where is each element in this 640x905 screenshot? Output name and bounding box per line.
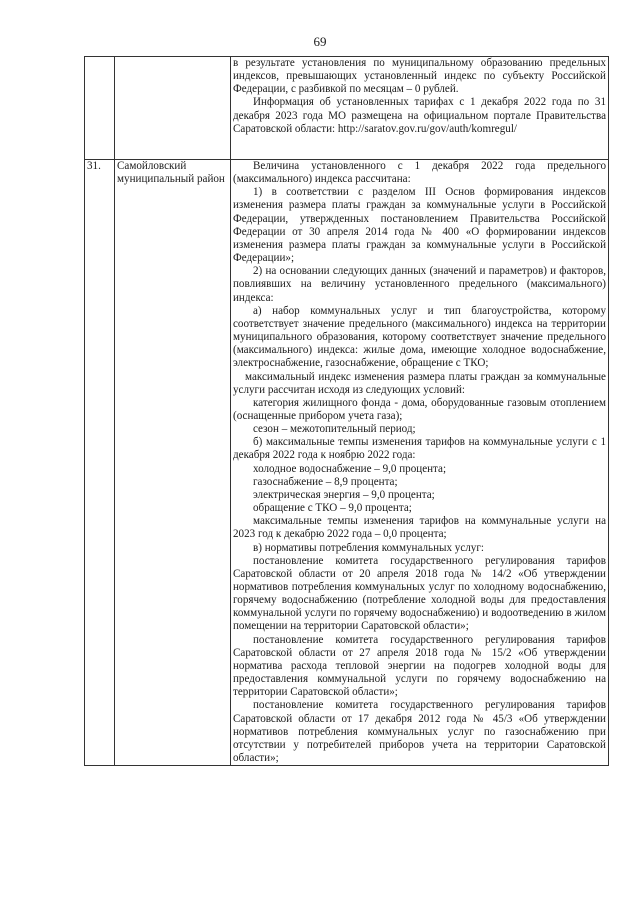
paragraph: электрическая энергия – 9,0 процента;	[253, 488, 435, 501]
paragraph: постановление комитета государственного регулирования тарифов Саратовской области от 17 декабря 2012 года № 45/3 «Об утверждении нормативов потребления коммунальных услуг по газоснабжению при отсутствии у потребителей приборов учета на территории Саратовской области»;	[233, 699, 606, 765]
paragraph: постановление комитета государственного регулирования тарифов Саратовской области от 20 апреля 2018 года № 14/2 «Об утверждении нормативов потребления коммунальных услуг по холодному водоснабжению, горячему водоснабжению (потребление холодной воды для предоставления коммунальной услуги по горячему водоснабжению) и водоотведению в жилом помещении на территории Саратовской области»;	[233, 554, 606, 633]
paragraph: б) максимальные темпы изменения тарифов на коммунальные услуги с 1 декабря 2022 года к ноябрю 2022 года:	[233, 436, 606, 462]
paragraph-url-info: Информация об установленных тарифах с 1 декабря 2022 года по 31 декабря 2023 года МО размещена на официальном портале Правительства Саратовской области: http://saratov.gov.ru/gov/auth/komregul/	[233, 96, 606, 135]
paragraph: газоснабжение – 8,9 процента;	[253, 475, 398, 488]
paragraph: обращение с ТКО – 9,0 процента;	[253, 502, 412, 515]
paragraph: постановление комитета государственного регулирования тарифов Саратовской области от 27 апреля 2018 года № 15/2 «Об утверждении норматива расхода тепловой энергии на подогрев холодной воды для предоставления коммунальной услуги по горячему водоснабжению на территории Саратовской области»;	[233, 633, 606, 699]
municipality-cell: Самойловский муниципальный район	[115, 160, 231, 766]
table-row	[85, 57, 609, 160]
description-cell	[231, 57, 609, 160]
municipality-cell	[115, 57, 231, 160]
paragraph: Величина установленного с 1 декабря 2022 года предельного (максимального) индекса рассчитана:	[233, 160, 606, 186]
paragraph: категория жилищного фонда - дома, оборудованные газовым отоплением (оснащенные прибором учета газа);	[233, 396, 606, 422]
page-number: 69	[313, 34, 327, 49]
row-number-cell	[85, 57, 115, 160]
paragraph: максимальный индекс изменения размера платы граждан за коммунальные услуги рассчитан исходя из следующих условий:	[233, 370, 606, 396]
paragraph: а) набор коммунальных услуг и тип благоустройства, которому соответствует значение предельного (максимального) индекса на территории муниципального образования, которому соответствует значение предельного (максимального) индекса: жилые дома, имеющие холодное водоснабжение, электроснабжение, газоснабжение, обращение с ТКО;	[233, 304, 606, 370]
description-cell	[231, 160, 609, 766]
paragraph: максимальные темпы изменения тарифов на коммунальные услуги на 2023 год к декабрю 2022 года – 0,0 процента;	[233, 515, 606, 541]
paragraph: холодное водоснабжение – 9,0 процента;	[253, 462, 447, 475]
paragraph: в результате установления по муниципальному образованию предельных индексов, превышающих установленный индекс по субъекту Российской Федерации, с разбивкой по месяцам – 0 рублей.	[233, 57, 606, 96]
paragraph: в) нормативы потребления коммунальных услуг:	[253, 541, 484, 554]
paragraph: 2) на основании следующих данных (значений и параметров) и факторов, повлиявших на величину установленного предельного (максимального) индекса:	[233, 265, 606, 304]
tariff-index-table	[84, 56, 609, 766]
row-number-cell: 31.	[85, 160, 115, 766]
table-row	[85, 160, 609, 766]
paragraph: сезон – межотопительный период;	[253, 423, 416, 436]
paragraph: 1) в соответствии с разделом III Основ формирования индексов изменения размера платы граждан за коммунальные услуги в Российской Федерации, утвержденных постановлением Правительства Российской Федерации от 30 апреля 2014 года № 400 «О формировании индексов изменения размера платы граждан за коммунальные услуги в Российской Федерации»;	[233, 186, 606, 265]
